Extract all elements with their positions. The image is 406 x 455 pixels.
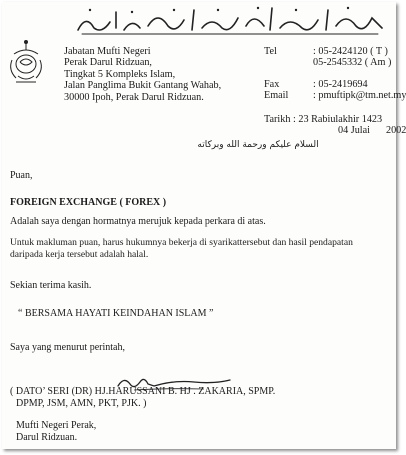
tel-number-2: 05-2545332 ( Am ) — [313, 57, 392, 69]
arabic-greeting: السلام عليكم ورحمة الله وبركاته — [197, 140, 319, 150]
email-address: : pmuftipk@tm.net.my — [313, 90, 406, 102]
arabic-calligraphy-banner — [72, 4, 390, 36]
letter-page — [2, 2, 406, 449]
motto: “ BERSAMA HAYATI KEINDAHAN ISLAM ” — [18, 308, 214, 319]
signatory-position-line-2: Darul Ridzuan. — [16, 432, 78, 443]
fax-number: : 05-2419694 — [313, 78, 368, 90]
closing-line: Saya yang menurut perintah, — [10, 342, 125, 353]
address-line: Perak Darul Ridzuan, — [64, 57, 152, 69]
signatory-position-line-1: Mufti Negeri Perak, — [16, 420, 97, 431]
paragraph-1: Adalah saya dengan hormatnya merujuk kepada perkara di atas. — [10, 216, 266, 227]
hijri-date: Tarikh : 23 Rabiulakhir 1423 — [264, 114, 383, 125]
paragraph-2-line-1: Untuk makluman puan, harus hukumnya bekerja di syarikattersebut dan hasil pendapatan — [10, 237, 353, 248]
gregorian-day-month: 04 Julai — [338, 125, 370, 137]
tel-number-1: : 05-2424120 ( T ) — [313, 46, 388, 57]
sender-address — [64, 46, 221, 103]
address-line: 30000 Ipoh, Perak Darul Ridzuan. — [64, 91, 204, 103]
gregorian-year: 2002 — [385, 125, 406, 137]
address-line: Jalan Panglima Bukit Gantang Wahab, — [64, 80, 222, 92]
state-crest-icon — [6, 38, 46, 94]
contact-details — [264, 46, 406, 102]
letter-date — [264, 114, 406, 137]
fax-label: Fax — [264, 78, 280, 90]
address-line: Jabatan Mufti Negeri — [64, 46, 151, 57]
thanks-line: Sekian terima kasih. — [10, 280, 92, 291]
email-label: Email — [264, 90, 289, 102]
letter-subject: FOREIGN EXCHANGE ( FOREX ) — [10, 197, 167, 208]
salutation: Puan, — [10, 170, 33, 181]
tel-label: Tel — [264, 46, 277, 57]
paragraph-2-line-2: daripada kerja tersebut adalah halal. — [10, 249, 149, 260]
signatory-name-line-1: ( DATO’ SERI (DR) HJ.HARUSSANI B. HJ . ZAKARIA, SPMP. — [10, 386, 276, 397]
signatory-name-line-2: DPMP, JSM, AMN, PKT, PJK. ) — [16, 398, 147, 409]
address-line: Tingkat 5 Kompleks Islam, — [64, 68, 176, 80]
